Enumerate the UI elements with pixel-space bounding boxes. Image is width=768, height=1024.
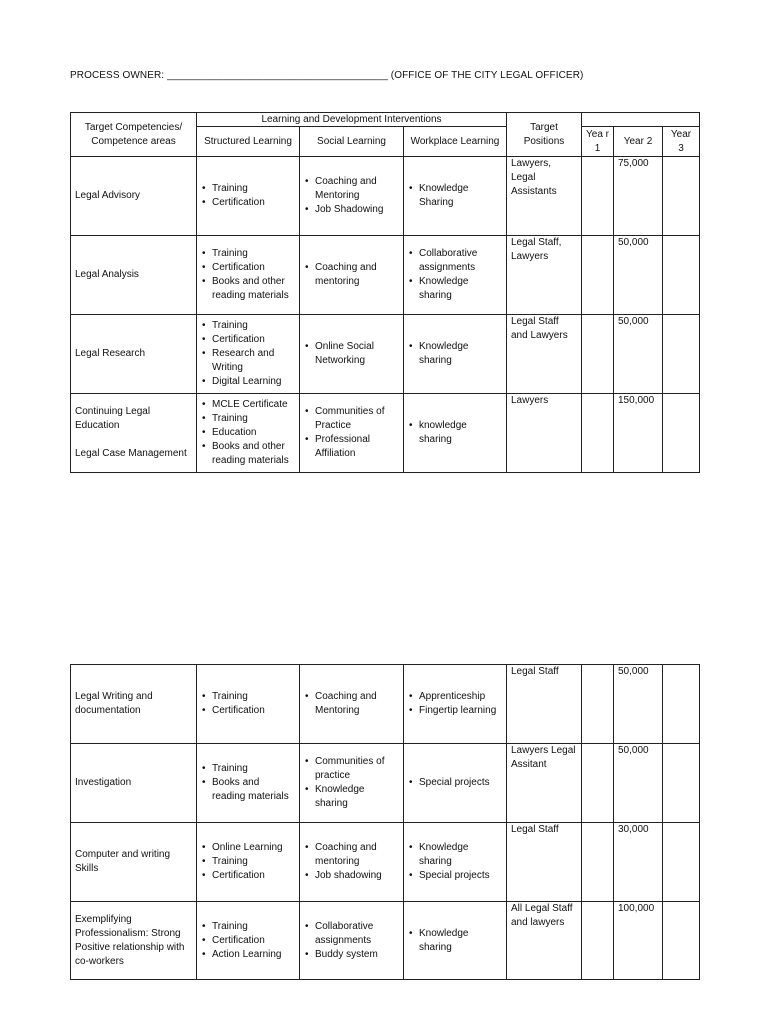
workplace-learning-item: • Knowledge sharing: [408, 841, 502, 869]
structured-learning-item: • Books and reading materials: [201, 776, 295, 804]
workplace-learning-cell: [404, 236, 507, 315]
structured-learning-list: [201, 690, 295, 718]
workplace-learning-item: • Collaborative assignments: [408, 247, 502, 275]
workplace-learning-item: • Knowledge sharing: [408, 927, 502, 955]
social-learning-cell: [300, 902, 404, 980]
year-2-amount: 75,000: [614, 157, 663, 236]
structured-learning-item: • Certification: [201, 196, 295, 210]
competency-text: Computer and writing Skills: [75, 849, 171, 874]
target-positions-cell: All Legal Staff and lawyers: [507, 902, 582, 980]
social-learning-item: • Coaching and Mentoring: [304, 175, 399, 203]
workplace-learning-cell: [404, 902, 507, 980]
workplace-learning-list: [408, 247, 502, 303]
header-workplace-learning: Workplace Learning: [404, 127, 507, 157]
structured-learning-list: [201, 920, 295, 962]
header-ldi: Learning and Development Interventions: [197, 113, 507, 127]
header-year-2: Year 2: [614, 127, 663, 157]
structured-learning-item: • Training: [201, 855, 295, 869]
workplace-learning-item: • Special projects: [408, 776, 502, 790]
structured-learning-item: • Books and other reading materials: [201, 275, 295, 303]
table-row: [71, 744, 700, 823]
social-learning-item: • Coaching and mentoring: [304, 841, 399, 869]
workplace-learning-cell: [404, 157, 507, 236]
workplace-learning-list: [408, 841, 502, 883]
year-1-amount: [582, 157, 614, 236]
competency-text: Legal Analysis: [75, 269, 139, 280]
social-learning-list: [304, 755, 399, 811]
structured-learning-cell: [197, 902, 300, 980]
social-learning-item: • Job Shadowing: [304, 203, 399, 217]
structured-learning-item: • Certification: [201, 934, 295, 948]
structured-learning-item: • Certification: [201, 333, 295, 347]
structured-learning-item: • Training: [201, 920, 295, 934]
social-learning-list: [304, 405, 399, 461]
competency-cell: [71, 236, 197, 315]
competency-text: Exemplifying Professionalism: Strong Positive relationship with co-workers: [75, 913, 185, 967]
social-learning-item: • Knowledge sharing: [304, 783, 399, 811]
social-learning-cell: [300, 394, 404, 473]
process-owner-blank: _______________________________________: [167, 70, 388, 81]
year-1-amount: [582, 236, 614, 315]
structured-learning-cell: [197, 823, 300, 902]
target-positions-cell: Lawyers, Legal Assistants: [507, 157, 582, 236]
social-learning-item: • Professional Affiliation: [304, 433, 399, 461]
year-3-amount: [663, 157, 700, 236]
header-year-group: [582, 113, 700, 127]
structured-learning-cell: [197, 394, 300, 473]
social-learning-item: • Buddy system: [304, 948, 399, 962]
year-2-amount: 50,000: [614, 236, 663, 315]
workplace-learning-item: • Fingertip learning: [408, 704, 502, 718]
social-learning-list: [304, 261, 399, 289]
workplace-learning-item: • knowledge sharing: [408, 419, 502, 447]
competency-cell: [71, 823, 197, 902]
structured-learning-item: • Training: [201, 690, 295, 704]
structured-learning-item: • Certification: [201, 704, 295, 718]
competency-cell: [71, 315, 197, 394]
workplace-learning-item: • Knowledge sharing: [408, 340, 502, 368]
competency-cell: [71, 902, 197, 980]
social-learning-list: [304, 340, 399, 368]
workplace-learning-item: • Knowledge sharing: [408, 275, 502, 303]
year-3-amount: [663, 665, 700, 744]
year-1-amount: [582, 744, 614, 823]
year-3-amount: [663, 744, 700, 823]
structured-learning-item: • Training: [201, 247, 295, 261]
workplace-learning-cell: [404, 394, 507, 473]
structured-learning-item: • Digital Learning: [201, 375, 295, 389]
competency-cell: [71, 665, 197, 744]
table-row: [71, 236, 700, 315]
structured-learning-cell: [197, 665, 300, 744]
structured-learning-cell: [197, 315, 300, 394]
process-owner-label: PROCESS OWNER:: [70, 70, 168, 81]
header-year-3: Year 3: [663, 127, 700, 157]
year-3-amount: [663, 902, 700, 980]
social-learning-item: • Online Social Networking: [304, 340, 399, 368]
social-learning-item: • Job shadowing: [304, 869, 399, 883]
structured-learning-list: [201, 182, 295, 210]
year-3-amount: [663, 823, 700, 902]
workplace-learning-cell: [404, 744, 507, 823]
year-2-amount: 50,000: [614, 315, 663, 394]
header-social-learning: Social Learning: [300, 127, 404, 157]
process-owner-line: [70, 70, 583, 81]
header-target-positions: Target Positions: [507, 113, 582, 157]
year-2-amount: 30,000: [614, 823, 663, 902]
social-learning-cell: [300, 823, 404, 902]
competency-text: Legal Case Management: [75, 448, 187, 459]
structured-learning-item: • Education: [201, 426, 295, 440]
social-learning-list: [304, 690, 399, 718]
workplace-learning-item: • Knowledge Sharing: [408, 182, 502, 210]
target-positions-cell: Legal Staff: [507, 665, 582, 744]
target-positions-cell: Lawyers Legal Assitant: [507, 744, 582, 823]
structured-learning-item: • Certification: [201, 261, 295, 275]
social-learning-item: • Coaching and mentoring: [304, 261, 399, 289]
year-3-amount: [663, 236, 700, 315]
structured-learning-list: [201, 841, 295, 883]
structured-learning-item: • Action Learning: [201, 948, 295, 962]
target-positions-cell: Legal Staff, Lawyers: [507, 236, 582, 315]
year-2-amount: 50,000: [614, 665, 663, 744]
structured-learning-cell: [197, 236, 300, 315]
workplace-learning-list: [408, 340, 502, 368]
structured-learning-item: • Training: [201, 182, 295, 196]
year-2-amount: 50,000: [614, 744, 663, 823]
workplace-learning-list: [408, 927, 502, 955]
structured-learning-cell: [197, 744, 300, 823]
workplace-learning-item: • Special projects: [408, 869, 502, 883]
year-1-amount: [582, 665, 614, 744]
competency-cell: [71, 394, 197, 473]
workplace-learning-list: [408, 776, 502, 790]
competency-cell: [71, 744, 197, 823]
structured-learning-list: [201, 762, 295, 804]
table-row: [71, 665, 700, 744]
social-learning-item: • Coaching and Mentoring: [304, 690, 399, 718]
workplace-learning-cell: [404, 315, 507, 394]
workplace-learning-list: [408, 182, 502, 210]
social-learning-list: [304, 175, 399, 217]
social-learning-list: [304, 841, 399, 883]
structured-learning-item: • Certification: [201, 869, 295, 883]
workplace-learning-cell: [404, 823, 507, 902]
competency-text: Investigation: [75, 777, 132, 788]
structured-learning-list: [201, 247, 295, 303]
table-row: [71, 315, 700, 394]
year-1-amount: [582, 315, 614, 394]
target-positions-cell: Lawyers: [507, 394, 582, 473]
competency-text: Legal Research: [75, 348, 146, 359]
year-3-amount: [663, 315, 700, 394]
header-year-1: Yea r 1: [582, 127, 614, 157]
structured-learning-item: • Training: [201, 319, 295, 333]
year-1-amount: [582, 394, 614, 473]
table-row: [71, 394, 700, 473]
competency-text: Continuing Legal Education: [75, 406, 151, 431]
year-2-amount: 150,000: [614, 394, 663, 473]
social-learning-item: • Communities of Practice: [304, 405, 399, 433]
structured-learning-list: [201, 319, 295, 389]
structured-learning-item: • Online Learning: [201, 841, 295, 855]
social-learning-cell: [300, 744, 404, 823]
social-learning-item: • Collaborative assignments: [304, 920, 399, 948]
table-row: [71, 157, 700, 236]
social-learning-cell: [300, 236, 404, 315]
structured-learning-item: • Training: [201, 762, 295, 776]
year-1-amount: [582, 823, 614, 902]
workplace-learning-list: [408, 419, 502, 447]
workplace-learning-cell: [404, 665, 507, 744]
structured-learning-list: [201, 398, 295, 468]
structured-learning-cell: [197, 157, 300, 236]
structured-learning-item: • Books and other reading materials: [201, 440, 295, 468]
target-positions-cell: Legal Staff: [507, 823, 582, 902]
social-learning-list: [304, 920, 399, 962]
social-learning-cell: [300, 157, 404, 236]
structured-learning-item: • MCLE Certificate: [201, 398, 295, 412]
workplace-learning-item: • Apprenticeship: [408, 690, 502, 704]
social-learning-cell: [300, 315, 404, 394]
workplace-learning-list: [408, 690, 502, 718]
year-3-amount: [663, 394, 700, 473]
competency-text: Legal Advisory: [75, 190, 141, 201]
structured-learning-item: • Training: [201, 412, 295, 426]
table-row: [71, 902, 700, 980]
process-owner-office: (OFFICE OF THE CITY LEGAL OFFICER): [387, 70, 584, 81]
target-positions-cell: Legal Staff and Lawyers: [507, 315, 582, 394]
table-row: [71, 823, 700, 902]
competency-spacer: [75, 433, 192, 447]
competency-text: Legal Writing and documentation: [75, 691, 153, 716]
structured-learning-item: • Research and Writing: [201, 347, 295, 375]
year-1-amount: [582, 902, 614, 980]
competency-table-2: [70, 664, 700, 980]
social-learning-cell: [300, 665, 404, 744]
social-learning-item: • Communities of practice: [304, 755, 399, 783]
header-structured-learning: Structured Learning: [197, 127, 300, 157]
competency-table-1: [70, 112, 700, 473]
header-target-competencies: Target Competencies/ Competence areas: [71, 113, 197, 157]
competency-cell: [71, 157, 197, 236]
year-2-amount: 100,000: [614, 902, 663, 980]
